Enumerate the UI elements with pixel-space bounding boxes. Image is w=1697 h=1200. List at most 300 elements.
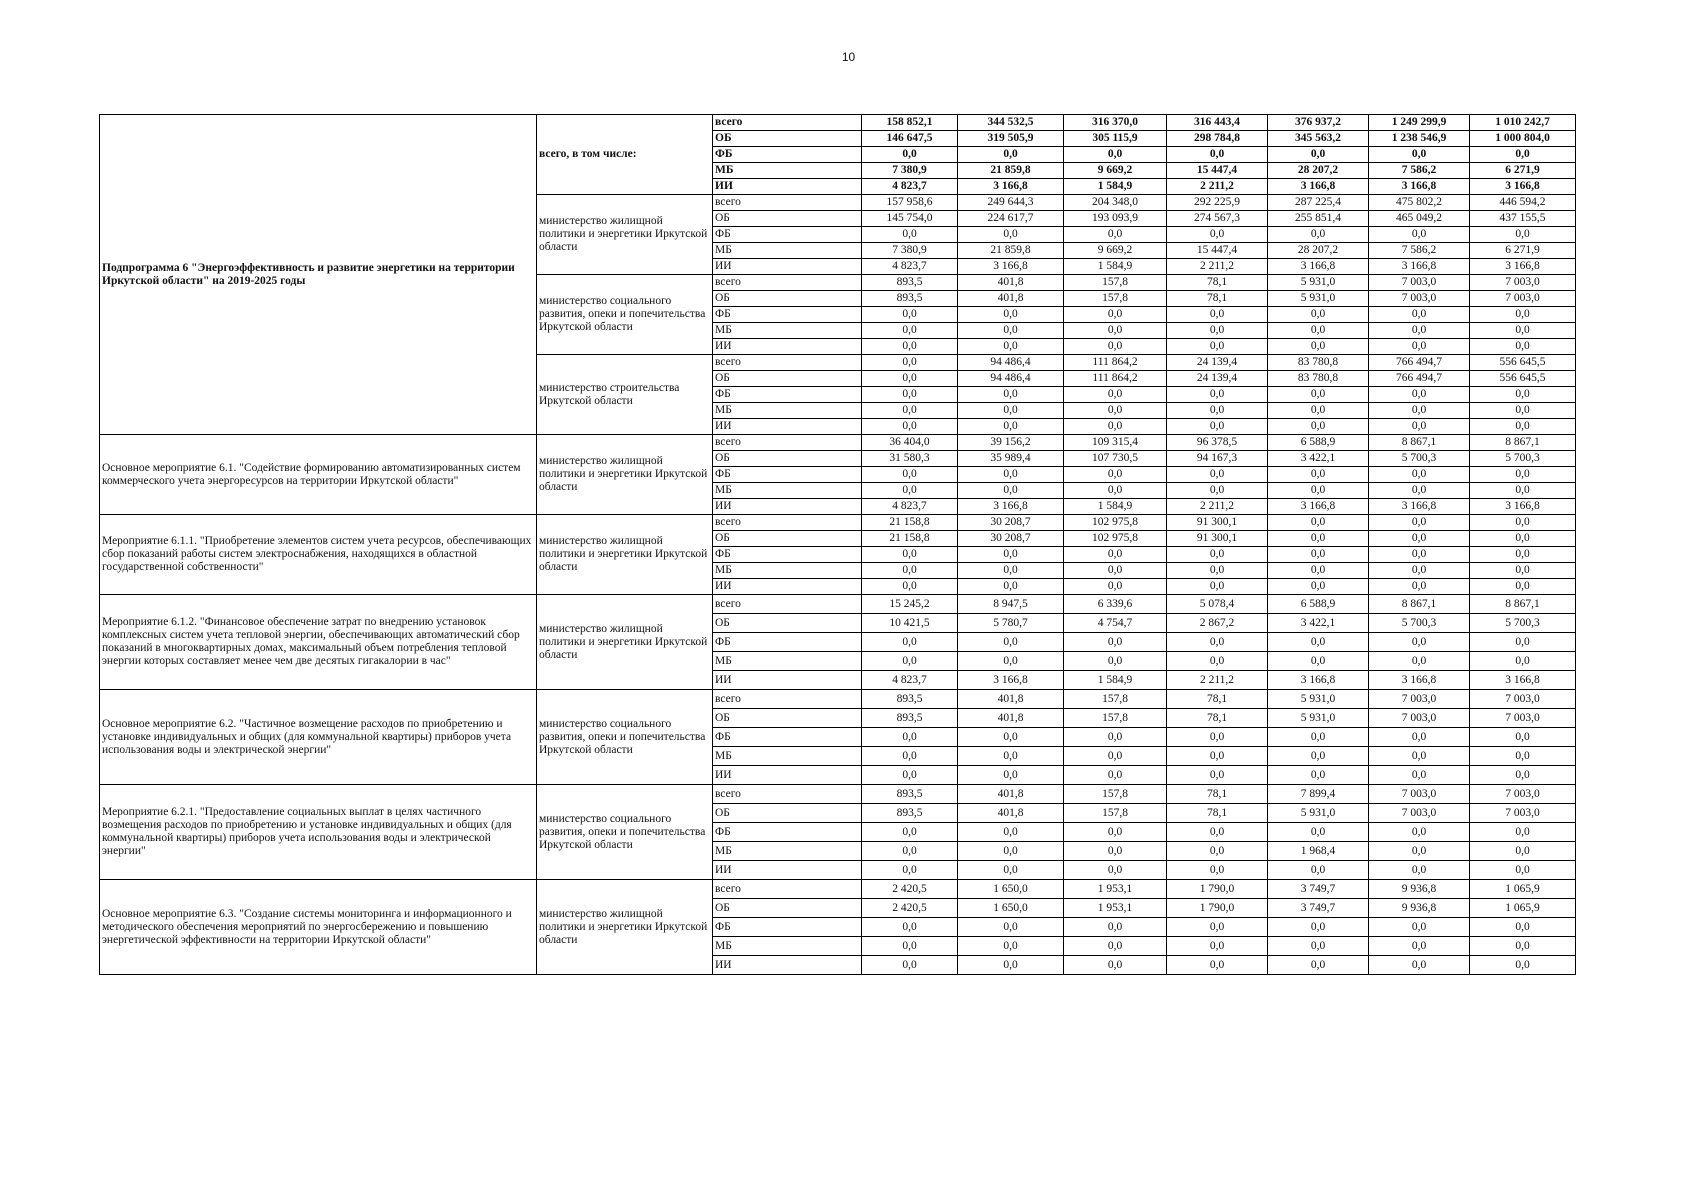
amount-cell: 157,8 [1064, 709, 1167, 728]
amount-cell: 0,0 [862, 483, 958, 499]
executor-name: всего, в том числе: [537, 115, 713, 195]
amount-cell: 2 211,2 [1167, 179, 1268, 195]
amount-cell: 158 852,1 [862, 115, 958, 131]
amount-cell: 0,0 [1167, 747, 1268, 766]
amount-cell: 0,0 [1369, 147, 1470, 163]
amount-cell: 0,0 [862, 547, 958, 563]
funding-source: ОБ [713, 804, 862, 823]
amount-cell: 0,0 [1268, 861, 1369, 880]
amount-cell: 0,0 [1369, 633, 1470, 652]
amount-cell: 0,0 [862, 652, 958, 671]
amount-cell: 0,0 [1167, 483, 1268, 499]
amount-cell: 24 139,4 [1167, 355, 1268, 371]
amount-cell: 0,0 [1470, 307, 1576, 323]
amount-cell: 0,0 [1064, 307, 1167, 323]
amount-cell: 0,0 [1369, 467, 1470, 483]
funding-source: ИИ [713, 259, 862, 275]
amount-cell: 0,0 [1470, 823, 1576, 842]
amount-cell: 28 207,2 [1268, 163, 1369, 179]
amount-cell: 0,0 [1167, 419, 1268, 435]
amount-cell: 3 166,8 [1268, 259, 1369, 275]
amount-cell: 3 422,1 [1268, 451, 1369, 467]
funding-source: всего [713, 195, 862, 211]
amount-cell: 1 790,0 [1167, 899, 1268, 918]
amount-cell: 0,0 [1064, 861, 1167, 880]
funding-source: ФБ [713, 633, 862, 652]
amount-cell: 437 155,5 [1470, 211, 1576, 227]
amount-cell: 102 975,8 [1064, 531, 1167, 547]
amount-cell: 0,0 [862, 403, 958, 419]
amount-cell: 0,0 [1369, 323, 1470, 339]
amount-cell: 0,0 [1167, 403, 1268, 419]
amount-cell: 1 584,9 [1064, 671, 1167, 690]
table-row [100, 690, 1576, 709]
amount-cell: 0,0 [1369, 652, 1470, 671]
amount-cell: 1 584,9 [1064, 499, 1167, 515]
amount-cell: 3 166,8 [1470, 671, 1576, 690]
amount-cell: 0,0 [1064, 227, 1167, 243]
amount-cell: 401,8 [958, 275, 1064, 291]
amount-cell: 893,5 [862, 690, 958, 709]
amount-cell: 1 953,1 [1064, 880, 1167, 899]
amount-cell: 0,0 [1369, 403, 1470, 419]
funding-source: ИИ [713, 419, 862, 435]
amount-cell: 0,0 [1064, 918, 1167, 937]
funding-source: МБ [713, 652, 862, 671]
amount-cell: 3 166,8 [1369, 499, 1470, 515]
amount-cell: 0,0 [1369, 515, 1470, 531]
funding-source: ИИ [713, 766, 862, 785]
amount-cell: 0,0 [1470, 531, 1576, 547]
table-row [100, 785, 1576, 804]
amount-cell: 0,0 [958, 563, 1064, 579]
amount-cell: 5 931,0 [1268, 275, 1369, 291]
amount-cell: 0,0 [1167, 633, 1268, 652]
activity-description: Мероприятие 6.2.1. "Предоставление социальных выплат в целях частичного возмещения расходов по приобретению и установке индивидуальных и общих (для коммунальной квартиры) приборов учета использования воды и электрической энергии" [100, 785, 537, 880]
funding-source: ИИ [713, 179, 862, 195]
amount-cell: 0,0 [1369, 531, 1470, 547]
amount-cell: 21 859,8 [958, 243, 1064, 259]
amount-cell: 0,0 [1369, 747, 1470, 766]
funding-source: МБ [713, 842, 862, 861]
amount-cell: 28 207,2 [1268, 243, 1369, 259]
funding-source: МБ [713, 243, 862, 259]
amount-cell: 0,0 [1470, 387, 1576, 403]
amount-cell: 0,0 [1470, 766, 1576, 785]
amount-cell: 0,0 [1268, 563, 1369, 579]
executor-name: министерство жилищной политики и энергетики Иркутской области [537, 595, 713, 690]
amount-cell: 5 700,3 [1369, 451, 1470, 467]
amount-cell: 0,0 [1369, 387, 1470, 403]
amount-cell: 0,0 [1064, 387, 1167, 403]
amount-cell: 0,0 [862, 307, 958, 323]
amount-cell: 21 158,8 [862, 531, 958, 547]
amount-cell: 6 271,9 [1470, 163, 1576, 179]
amount-cell: 1 953,1 [1064, 899, 1167, 918]
amount-cell: 0,0 [862, 823, 958, 842]
amount-cell: 0,0 [1167, 728, 1268, 747]
amount-cell: 0,0 [1268, 823, 1369, 842]
amount-cell: 0,0 [958, 823, 1064, 842]
amount-cell: 249 644,3 [958, 195, 1064, 211]
amount-cell: 0,0 [1470, 419, 1576, 435]
amount-cell: 0,0 [1167, 307, 1268, 323]
amount-cell: 556 645,5 [1470, 355, 1576, 371]
amount-cell: 0,0 [862, 339, 958, 355]
amount-cell: 0,0 [1369, 956, 1470, 975]
amount-cell: 0,0 [1268, 918, 1369, 937]
funding-source: всего [713, 275, 862, 291]
amount-cell: 0,0 [1167, 467, 1268, 483]
funding-source: всего [713, 115, 862, 131]
amount-cell: 3 166,8 [1470, 499, 1576, 515]
amount-cell: 0,0 [1369, 547, 1470, 563]
amount-cell: 465 049,2 [1369, 211, 1470, 227]
amount-cell: 0,0 [958, 579, 1064, 595]
amount-cell: 0,0 [1268, 307, 1369, 323]
funding-source: всего [713, 785, 862, 804]
amount-cell: 0,0 [1268, 547, 1369, 563]
amount-cell: 0,0 [1268, 323, 1369, 339]
amount-cell: 0,0 [1470, 147, 1576, 163]
amount-cell: 0,0 [1167, 563, 1268, 579]
funding-source: ОБ [713, 131, 862, 147]
amount-cell: 893,5 [862, 804, 958, 823]
amount-cell: 0,0 [1369, 227, 1470, 243]
amount-cell: 2 211,2 [1167, 671, 1268, 690]
funding-source: ИИ [713, 339, 862, 355]
amount-cell: 0,0 [1470, 747, 1576, 766]
amount-cell: 0,0 [1369, 339, 1470, 355]
amount-cell: 0,0 [1268, 766, 1369, 785]
amount-cell: 0,0 [1268, 633, 1369, 652]
activity-description: Основное мероприятие 6.3. "Создание системы мониторинга и информационного и методического обеспечения мероприятий по энергосбережению и повышению энергетической эффективности на территории Иркутской области" [100, 880, 537, 975]
amount-cell: 893,5 [862, 275, 958, 291]
amount-cell: 0,0 [862, 563, 958, 579]
amount-cell: 345 563,2 [1268, 131, 1369, 147]
amount-cell: 157 958,6 [862, 195, 958, 211]
amount-cell: 0,0 [1268, 467, 1369, 483]
amount-cell: 4 823,7 [862, 259, 958, 275]
funding-source: ИИ [713, 499, 862, 515]
amount-cell: 0,0 [1167, 842, 1268, 861]
amount-cell: 0,0 [1470, 547, 1576, 563]
amount-cell: 102 975,8 [1064, 515, 1167, 531]
executor-name: министерство строительства Иркутской области [537, 355, 713, 435]
amount-cell: 146 647,5 [862, 131, 958, 147]
funding-source: ИИ [713, 579, 862, 595]
amount-cell: 157,8 [1064, 275, 1167, 291]
amount-cell: 0,0 [1268, 147, 1369, 163]
amount-cell: 0,0 [1369, 823, 1470, 842]
amount-cell: 7 003,0 [1470, 275, 1576, 291]
amount-cell: 145 754,0 [862, 211, 958, 227]
amount-cell: 0,0 [862, 371, 958, 387]
amount-cell: 7 003,0 [1470, 291, 1576, 307]
amount-cell: 0,0 [1470, 861, 1576, 880]
amount-cell: 0,0 [862, 861, 958, 880]
amount-cell: 0,0 [862, 579, 958, 595]
table-body [100, 115, 1576, 975]
amount-cell: 893,5 [862, 709, 958, 728]
amount-cell: 0,0 [1268, 227, 1369, 243]
amount-cell: 0,0 [1064, 467, 1167, 483]
amount-cell: 2 420,5 [862, 880, 958, 899]
amount-cell: 0,0 [1167, 323, 1268, 339]
amount-cell: 0,0 [1268, 515, 1369, 531]
amount-cell: 83 780,8 [1268, 355, 1369, 371]
amount-cell: 9 669,2 [1064, 243, 1167, 259]
amount-cell: 0,0 [1369, 842, 1470, 861]
amount-cell: 3 166,8 [958, 259, 1064, 275]
amount-cell: 7 003,0 [1369, 785, 1470, 804]
activity-description: Мероприятие 6.1.1. "Приобретение элементов систем учета ресурсов, обеспечивающих сбор показаний работы систем электроснабжения, находящихся в областной государственной собственности" [100, 515, 537, 595]
amount-cell: 78,1 [1167, 291, 1268, 307]
funding-source: ОБ [713, 614, 862, 633]
amount-cell: 0,0 [958, 861, 1064, 880]
amount-cell: 24 139,4 [1167, 371, 1268, 387]
amount-cell: 8 867,1 [1369, 595, 1470, 614]
amount-cell: 157,8 [1064, 785, 1167, 804]
amount-cell: 0,0 [1369, 728, 1470, 747]
amount-cell: 6 588,9 [1268, 595, 1369, 614]
amount-cell: 4 823,7 [862, 499, 958, 515]
amount-cell: 0,0 [958, 307, 1064, 323]
amount-cell: 893,5 [862, 291, 958, 307]
funding-source: ОБ [713, 531, 862, 547]
amount-cell: 7 003,0 [1470, 709, 1576, 728]
amount-cell: 0,0 [862, 227, 958, 243]
amount-cell: 0,0 [1268, 652, 1369, 671]
amount-cell: 0,0 [862, 937, 958, 956]
amount-cell: 0,0 [1369, 563, 1470, 579]
amount-cell: 15 447,4 [1167, 243, 1268, 259]
amount-cell: 7 003,0 [1369, 690, 1470, 709]
amount-cell: 204 348,0 [1064, 195, 1167, 211]
amount-cell: 0,0 [1064, 419, 1167, 435]
amount-cell: 3 166,8 [1369, 671, 1470, 690]
amount-cell: 31 580,3 [862, 451, 958, 467]
amount-cell: 0,0 [958, 467, 1064, 483]
amount-cell: 0,0 [1167, 339, 1268, 355]
amount-cell: 0,0 [1369, 918, 1470, 937]
amount-cell: 2 211,2 [1167, 499, 1268, 515]
amount-cell: 0,0 [1369, 766, 1470, 785]
amount-cell: 401,8 [958, 804, 1064, 823]
amount-cell: 0,0 [1268, 483, 1369, 499]
funding-source: ФБ [713, 227, 862, 243]
funding-source: МБ [713, 747, 862, 766]
amount-cell: 157,8 [1064, 804, 1167, 823]
funding-source: МБ [713, 163, 862, 179]
amount-cell: 9 936,8 [1369, 880, 1470, 899]
amount-cell: 9 936,8 [1369, 899, 1470, 918]
amount-cell: 6 588,9 [1268, 435, 1369, 451]
amount-cell: 0,0 [1470, 563, 1576, 579]
amount-cell: 0,0 [1268, 419, 1369, 435]
executor-name: министерство социального развития, опеки и попечительства Иркутской области [537, 785, 713, 880]
funding-source: ОБ [713, 291, 862, 307]
amount-cell: 0,0 [1369, 307, 1470, 323]
activity-description: Мероприятие 6.1.2. "Финансовое обеспечение затрат по внедрению установок комплексных систем учета тепловой энергии, обеспечивающих автоматический сбор показаний в многоквартирных домах, максимальный объем потребления тепловой энергии которых составляет менее чем две десятых гигакалории в час" [100, 595, 537, 690]
amount-cell: 8 867,1 [1369, 435, 1470, 451]
amount-cell: 109 315,4 [1064, 435, 1167, 451]
amount-cell: 30 208,7 [958, 531, 1064, 547]
activity-description: Основное мероприятие 6.1. "Содействие формированию автоматизированных систем коммерческого учета энергоресурсов на территории Иркутской области" [100, 435, 537, 515]
amount-cell: 0,0 [1470, 956, 1576, 975]
amount-cell: 0,0 [862, 728, 958, 747]
amount-cell: 766 494,7 [1369, 371, 1470, 387]
funding-source: МБ [713, 483, 862, 499]
amount-cell: 3 166,8 [958, 671, 1064, 690]
amount-cell: 0,0 [1167, 227, 1268, 243]
amount-cell: 5 700,3 [1470, 614, 1576, 633]
amount-cell: 1 000 804,0 [1470, 131, 1576, 147]
amount-cell: 0,0 [1470, 937, 1576, 956]
amount-cell: 0,0 [1268, 937, 1369, 956]
amount-cell: 0,0 [958, 956, 1064, 975]
amount-cell: 255 851,4 [1268, 211, 1369, 227]
amount-cell: 111 864,2 [1064, 371, 1167, 387]
amount-cell: 0,0 [958, 227, 1064, 243]
amount-cell: 3 166,8 [958, 179, 1064, 195]
amount-cell: 401,8 [958, 785, 1064, 804]
amount-cell: 0,0 [958, 419, 1064, 435]
amount-cell: 193 093,9 [1064, 211, 1167, 227]
funding-source: ФБ [713, 307, 862, 323]
amount-cell: 78,1 [1167, 709, 1268, 728]
amount-cell: 1 968,4 [1268, 842, 1369, 861]
amount-cell: 0,0 [958, 633, 1064, 652]
amount-cell: 305 115,9 [1064, 131, 1167, 147]
funding-source: ОБ [713, 211, 862, 227]
amount-cell: 1 790,0 [1167, 880, 1268, 899]
amount-cell: 0,0 [1268, 747, 1369, 766]
amount-cell: 401,8 [958, 709, 1064, 728]
amount-cell: 0,0 [958, 339, 1064, 355]
amount-cell: 94 486,4 [958, 355, 1064, 371]
funding-source: ИИ [713, 861, 862, 880]
amount-cell: 316 443,4 [1167, 115, 1268, 131]
amount-cell: 91 300,1 [1167, 515, 1268, 531]
funding-source: МБ [713, 323, 862, 339]
amount-cell: 287 225,4 [1268, 195, 1369, 211]
amount-cell: 0,0 [958, 483, 1064, 499]
amount-cell: 5 931,0 [1268, 804, 1369, 823]
executor-name: министерство жилищной политики и энергетики Иркутской области [537, 435, 713, 515]
amount-cell: 0,0 [1167, 579, 1268, 595]
amount-cell: 3 166,8 [1369, 259, 1470, 275]
amount-cell: 5 078,4 [1167, 595, 1268, 614]
amount-cell: 4 754,7 [1064, 614, 1167, 633]
amount-cell: 0,0 [1268, 339, 1369, 355]
amount-cell: 3 166,8 [1268, 179, 1369, 195]
table-row [100, 115, 1576, 131]
amount-cell: 4 823,7 [862, 179, 958, 195]
amount-cell: 0,0 [1064, 403, 1167, 419]
amount-cell: 0,0 [1369, 419, 1470, 435]
amount-cell: 7 003,0 [1470, 690, 1576, 709]
funding-source: ФБ [713, 728, 862, 747]
amount-cell: 0,0 [958, 842, 1064, 861]
amount-cell: 7 003,0 [1369, 291, 1470, 307]
amount-cell: 0,0 [1064, 547, 1167, 563]
amount-cell: 107 730,5 [1064, 451, 1167, 467]
amount-cell: 0,0 [1470, 633, 1576, 652]
amount-cell: 0,0 [1470, 728, 1576, 747]
budget-table [99, 114, 1576, 975]
amount-cell: 3 166,8 [1470, 259, 1576, 275]
amount-cell: 0,0 [862, 633, 958, 652]
amount-cell: 0,0 [1064, 747, 1167, 766]
amount-cell: 0,0 [1268, 956, 1369, 975]
amount-cell: 0,0 [1064, 579, 1167, 595]
funding-source: ФБ [713, 467, 862, 483]
amount-cell: 157,8 [1064, 291, 1167, 307]
funding-source: всего [713, 355, 862, 371]
amount-cell: 0,0 [1268, 579, 1369, 595]
amount-cell: 3 749,7 [1268, 899, 1369, 918]
amount-cell: 1 650,0 [958, 880, 1064, 899]
amount-cell: 7 003,0 [1369, 804, 1470, 823]
amount-cell: 0,0 [1470, 227, 1576, 243]
amount-cell: 2 420,5 [862, 899, 958, 918]
amount-cell: 0,0 [1470, 515, 1576, 531]
amount-cell: 3 166,8 [1470, 179, 1576, 195]
amount-cell: 0,0 [1470, 339, 1576, 355]
table-row [100, 880, 1576, 899]
amount-cell: 0,0 [1369, 579, 1470, 595]
funding-source: ФБ [713, 147, 862, 163]
amount-cell: 111 864,2 [1064, 355, 1167, 371]
amount-cell: 0,0 [862, 842, 958, 861]
amount-cell: 0,0 [1064, 652, 1167, 671]
amount-cell: 7 380,9 [862, 243, 958, 259]
amount-cell: 8 947,5 [958, 595, 1064, 614]
amount-cell: 0,0 [958, 547, 1064, 563]
amount-cell: 1 249 299,9 [1369, 115, 1470, 131]
amount-cell: 1 584,9 [1064, 259, 1167, 275]
amount-cell: 0,0 [1470, 323, 1576, 339]
funding-source: МБ [713, 403, 862, 419]
funding-source: ОБ [713, 451, 862, 467]
amount-cell: 3 166,8 [1369, 179, 1470, 195]
amount-cell: 0,0 [862, 387, 958, 403]
amount-cell: 3 166,8 [1268, 671, 1369, 690]
amount-cell: 0,0 [958, 147, 1064, 163]
amount-cell: 94 167,3 [1167, 451, 1268, 467]
funding-source: ФБ [713, 387, 862, 403]
page-number: 10 [841, 50, 856, 64]
amount-cell: 0,0 [1268, 728, 1369, 747]
amount-cell: 401,8 [958, 291, 1064, 307]
amount-cell: 0,0 [862, 355, 958, 371]
amount-cell: 2 211,2 [1167, 259, 1268, 275]
table-row [100, 595, 1576, 614]
amount-cell: 475 802,2 [1369, 195, 1470, 211]
amount-cell: 0,0 [1064, 633, 1167, 652]
amount-cell: 1 065,9 [1470, 880, 1576, 899]
amount-cell: 316 370,0 [1064, 115, 1167, 131]
amount-cell: 1 584,9 [1064, 179, 1167, 195]
amount-cell: 0,0 [1369, 483, 1470, 499]
amount-cell: 0,0 [958, 728, 1064, 747]
amount-cell: 7 586,2 [1369, 243, 1470, 259]
amount-cell: 1 238 546,9 [1369, 131, 1470, 147]
amount-cell: 0,0 [1369, 937, 1470, 956]
amount-cell: 36 404,0 [862, 435, 958, 451]
amount-cell: 78,1 [1167, 690, 1268, 709]
